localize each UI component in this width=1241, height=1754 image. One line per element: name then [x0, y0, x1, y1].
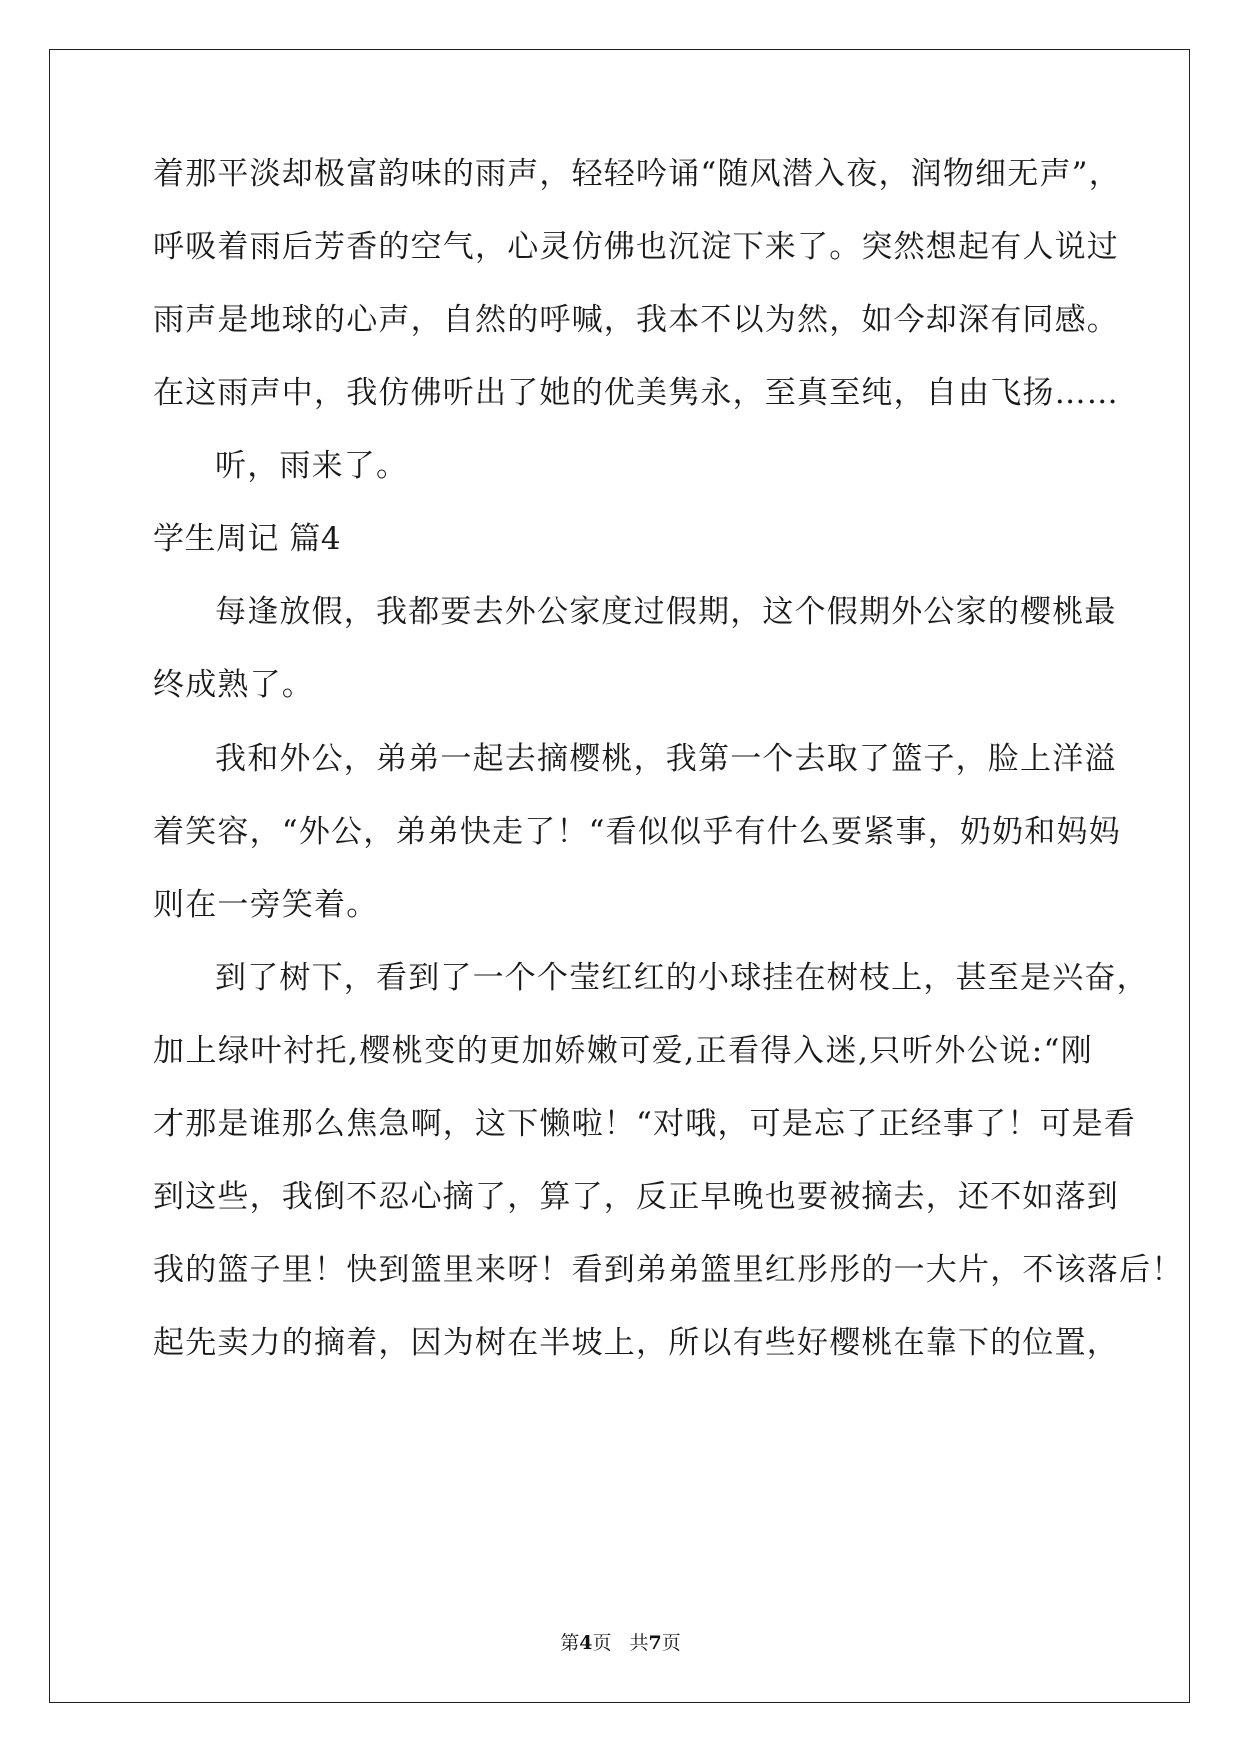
total-suffix: 页	[661, 1632, 681, 1654]
body-text-line: 加上绿叶衬托,樱桃变的更加娇嫩可爱,正看得入迷,只听外公说:“刚	[153, 1033, 1093, 1069]
body-text-line: 到这些，我倒不忍心摘了，算了，反正早晚也要被摘去，还不如落到	[153, 1179, 1119, 1215]
body-text-line: 着那平淡却极富韵味的雨声，轻轻吟诵“随风潜入夜，润物细无声”，	[153, 156, 1121, 192]
section-heading: 学生周记 篇4	[153, 521, 342, 557]
total-pages: 7	[648, 1632, 662, 1654]
body-text-line: 着笑容，“外公，弟弟快走了！“看似似乎有什么要紧事，奶奶和妈妈	[153, 814, 1121, 850]
body-text-line: 起先卖力的摘着，因为树在半坡上，所以有些好樱桃在靠下的位置，	[153, 1325, 1119, 1361]
body-text-line: 每逢放假，我都要去外公家度过假期，这个假期外公家的樱桃最	[215, 594, 1117, 630]
page-prefix: 第	[560, 1632, 580, 1654]
body-text-line: 我的篮子里！快到篮里来呀！看到弟弟篮里红彤彤的一大片，不该落后！	[153, 1252, 1184, 1288]
page-border	[49, 49, 1190, 1703]
body-text-line: 我和外公，弟弟一起去摘樱桃，我第一个去取了篮子，脸上洋溢	[215, 741, 1117, 777]
body-text-line: 在这雨声中，我仿佛听出了她的优美隽永，至真至纯，自由飞扬……	[153, 375, 1119, 411]
body-text-line: 终成熟了。	[153, 667, 314, 703]
body-text-line: 才那是谁那么焦急啊，这下懒啦！“对哦，可是忘了正经事了！可是看	[153, 1106, 1137, 1142]
page-number: 4	[579, 1632, 593, 1654]
page-suffix: 页	[592, 1632, 612, 1654]
total-prefix: 共	[629, 1632, 649, 1654]
page-footer	[0, 1631, 1241, 1655]
body-text-line: 雨声是地球的心声，自然的呼喊，我本不以为然，如今却深有同感。	[153, 302, 1119, 338]
body-text-line: 到了树下，看到了一个个莹红红的小球挂在树枝上，甚至是兴奋，	[215, 960, 1149, 996]
body-text-line: 则在一旁笑着。	[153, 887, 379, 923]
body-text-line: 听，雨来了。	[215, 448, 409, 484]
body-text-line: 呼吸着雨后芳香的空气，心灵仿佛也沉淀下来了。突然想起有人说过	[153, 229, 1119, 265]
